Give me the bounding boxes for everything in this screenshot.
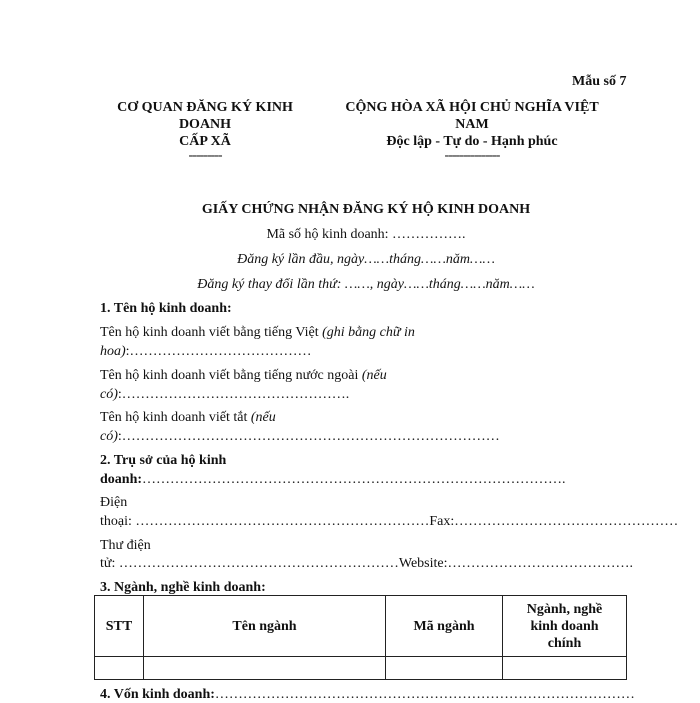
section3-heading: 3. Ngành, nghề kinh doanh:: [100, 580, 266, 595]
national-motto: Độc lập - Tự do - Hạnh phúc: [386, 134, 558, 149]
document-title: GIẤY CHỨNG NHẬN ĐĂNG KÝ HỘ KINH DOANH: [201, 202, 531, 217]
foreign-name-field: có):………………………………………….: [100, 387, 350, 402]
business-code-line: Mã số hộ kinh doanh: …………….: [266, 227, 466, 242]
phone-label: Điện: [100, 495, 128, 510]
vietnamese-name-field: hoa):…………………………………: [100, 344, 312, 359]
form-number: Mẫu số 7: [572, 74, 627, 89]
national-line1: CỘNG HÒA XÃ HỘI CHỦ NGHĨA VIỆT: [345, 100, 599, 115]
agency-line3: CẤP XÃ: [179, 134, 231, 149]
vietnamese-name-label: Tên hộ kinh doanh viết bằng tiếng Việt (ghi bằng chữ in: [100, 325, 415, 340]
capital-field: 4. Vốn kinh doanh:………………………………………………………………………………: [100, 687, 635, 702]
section2-heading: 2. Trụ sở của hộ kinh: [100, 453, 227, 468]
email-website-field: tử: ……………………………………………………Website:………………………………….: [100, 556, 634, 571]
table-cell: [386, 657, 503, 680]
column-header-main: Ngành, nghề kinh doanh chính: [503, 596, 627, 657]
agency-header: [96, 99, 314, 162]
email-label: Thư điện: [100, 538, 151, 553]
business-lines-table: [94, 595, 627, 680]
agency-line2: DOANH: [178, 117, 232, 132]
column-header-name: Tên ngành: [144, 596, 386, 657]
change-registration-line: Đăng ký thay đổi lần thứ: ……, ngày……tháng……năm……: [197, 277, 535, 292]
column-header-code: Mã ngành: [386, 596, 503, 657]
headquarters-field: doanh:……………………………………………………………………………….: [100, 472, 566, 487]
table-header-row: [95, 596, 627, 657]
table-cell: [503, 657, 627, 680]
first-registration-line: Đăng ký lần đầu, ngày……tháng……năm……: [237, 252, 495, 267]
abbreviated-name-field: có):………………………………………………………………………: [100, 429, 500, 444]
agency-line1: CƠ QUAN ĐĂNG KÝ KINH: [117, 100, 293, 115]
table-cell: [95, 657, 144, 680]
national-header: [330, 99, 614, 162]
table-row: [95, 657, 627, 680]
national-rule: ---------------: [444, 148, 500, 163]
abbreviated-name-label: Tên hộ kinh doanh viết tắt (nếu: [100, 410, 276, 425]
foreign-name-label: Tên hộ kinh doanh viết bằng tiếng nước ngoài (nếu: [100, 368, 387, 383]
section1-heading: 1. Tên hộ kinh doanh:: [100, 301, 232, 316]
phone-fax-field: thoại: ………………………………………………………Fax:…………………………………………: [100, 514, 679, 529]
agency-rule: ---------: [188, 148, 222, 163]
column-header-stt: STT: [95, 596, 144, 657]
table-cell: [144, 657, 386, 680]
national-line2: NAM: [455, 117, 489, 132]
